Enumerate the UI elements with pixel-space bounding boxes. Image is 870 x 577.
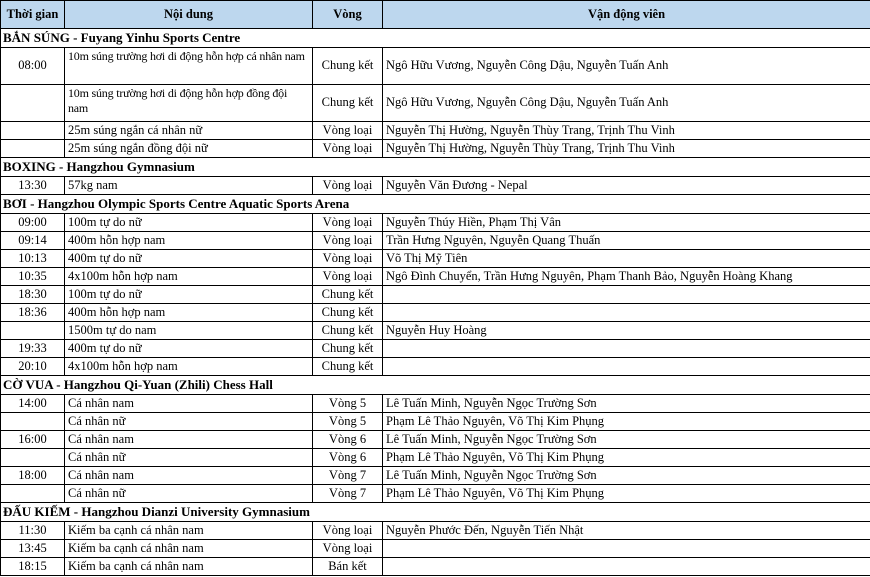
time-cell — [1, 140, 65, 158]
event-cell: 100m tự do nữ — [65, 286, 313, 304]
athletes-cell: Phạm Lê Thảo Nguyên, Võ Thị Kim Phụng — [383, 413, 870, 431]
athletes-cell — [383, 304, 870, 322]
schedule-row — [1, 358, 870, 376]
time-cell: 20:10 — [1, 358, 65, 376]
athletes-cell: Võ Thị Mỹ Tiên — [383, 250, 870, 268]
event-cell: 25m súng ngắn cá nhân nữ — [65, 122, 313, 140]
schedule-row — [1, 140, 870, 158]
time-cell — [1, 413, 65, 431]
time-cell: 16:00 — [1, 431, 65, 449]
schedule-row — [1, 449, 870, 467]
schedule-row — [1, 431, 870, 449]
athletes-cell: Lê Tuấn Minh, Nguyễn Ngọc Trường Sơn — [383, 467, 870, 485]
round-cell: Vòng 7 — [313, 467, 383, 485]
schedule-body — [1, 29, 870, 576]
schedule-row — [1, 540, 870, 558]
round-cell: Vòng loại — [313, 214, 383, 232]
athletes-cell: Nguyễn Thị Hường, Nguyễn Thùy Trang, Trịnh Thu Vinh — [383, 140, 870, 158]
athletes-cell: Nguyễn Thị Hường, Nguyễn Thùy Trang, Trịnh Thu Vinh — [383, 122, 870, 140]
round-cell: Chung kết — [313, 85, 383, 122]
event-cell: 400m hỗn hợp nam — [65, 304, 313, 322]
round-cell: Chung kết — [313, 358, 383, 376]
schedule-row — [1, 322, 870, 340]
time-cell — [1, 122, 65, 140]
event-cell: 400m hỗn hợp nam — [65, 232, 313, 250]
time-cell: 09:14 — [1, 232, 65, 250]
event-cell: Cá nhân nam — [65, 431, 313, 449]
athletes-cell — [383, 540, 870, 558]
event-cell: 1500m tự do nam — [65, 322, 313, 340]
round-cell: Vòng 6 — [313, 449, 383, 467]
schedule-row — [1, 268, 870, 286]
athletes-cell: Lê Tuấn Minh, Nguyễn Ngọc Trường Sơn — [383, 395, 870, 413]
event-cell: Cá nhân nam — [65, 467, 313, 485]
schedule-row — [1, 413, 870, 431]
athletes-cell: Nguyễn Văn Đương - Nepal — [383, 177, 870, 195]
athletes-cell: Nguyễn Huy Hoàng — [383, 322, 870, 340]
athletes-cell: Ngô Hữu Vương, Nguyễn Công Dậu, Nguyễn Tuấn Anh — [383, 48, 870, 85]
header-row — [1, 1, 870, 29]
section-title: BƠI - Hangzhou Olympic Sports Centre Aquatic Sports Arena — [1, 195, 870, 214]
athletes-cell: Ngô Đình Chuyển, Trần Hưng Nguyên, Phạm Thanh Bảo, Nguyễn Hoàng Khang — [383, 268, 870, 286]
time-cell: 13:30 — [1, 177, 65, 195]
schedule-row — [1, 177, 870, 195]
time-cell: 10:13 — [1, 250, 65, 268]
event-cell: 10m súng trường hơi di động hỗn hợp đồng đội nam — [65, 85, 313, 122]
event-cell: Kiếm ba cạnh cá nhân nam — [65, 540, 313, 558]
event-cell: 4x100m hỗn hợp nam — [65, 268, 313, 286]
event-cell: 400m tự do nữ — [65, 340, 313, 358]
schedule-row — [1, 85, 870, 122]
athletes-cell — [383, 286, 870, 304]
event-cell: Cá nhân nữ — [65, 413, 313, 431]
round-cell: Chung kết — [313, 304, 383, 322]
section-title: BOXING - Hangzhou Gymnasium — [1, 158, 870, 177]
athletes-cell: Nguyễn Thúy Hiền, Phạm Thị Vân — [383, 214, 870, 232]
schedule-row — [1, 467, 870, 485]
time-cell: 18:30 — [1, 286, 65, 304]
section-title: ĐẤU KIẾM - Hangzhou Dianzi University Gymnasium — [1, 503, 870, 522]
schedule-row — [1, 395, 870, 413]
event-cell: 100m tự do nữ — [65, 214, 313, 232]
time-cell: 11:30 — [1, 522, 65, 540]
schedule-row — [1, 522, 870, 540]
time-cell: 09:00 — [1, 214, 65, 232]
round-cell: Chung kết — [313, 48, 383, 85]
time-cell: 19:33 — [1, 340, 65, 358]
event-cell: Kiếm ba cạnh cá nhân nam — [65, 558, 313, 576]
round-cell: Vòng loại — [313, 122, 383, 140]
round-cell: Chung kết — [313, 340, 383, 358]
schedule-row — [1, 286, 870, 304]
athletes-cell: Phạm Lê Thảo Nguyên, Võ Thị Kim Phụng — [383, 449, 870, 467]
athletes-cell — [383, 358, 870, 376]
event-cell: 25m súng ngắn đồng đội nữ — [65, 140, 313, 158]
time-cell: 08:00 — [1, 48, 65, 85]
schedule-row — [1, 485, 870, 503]
col-header-athletes: Vận động viên — [383, 1, 870, 29]
schedule-row — [1, 250, 870, 268]
event-cell: Kiếm ba cạnh cá nhân nam — [65, 522, 313, 540]
athletes-cell: Lê Tuấn Minh, Nguyễn Ngọc Trường Sơn — [383, 431, 870, 449]
round-cell: Vòng loại — [313, 540, 383, 558]
time-cell: 10:35 — [1, 268, 65, 286]
event-cell: 400m tự do nữ — [65, 250, 313, 268]
time-cell — [1, 449, 65, 467]
section-header-row — [1, 195, 870, 214]
time-cell — [1, 322, 65, 340]
athletes-cell: Trần Hưng Nguyên, Nguyễn Quang Thuấn — [383, 232, 870, 250]
round-cell: Chung kết — [313, 322, 383, 340]
event-cell: 4x100m hỗn hợp nam — [65, 358, 313, 376]
round-cell: Vòng loại — [313, 232, 383, 250]
time-cell — [1, 485, 65, 503]
schedule-row — [1, 48, 870, 85]
round-cell: Vòng loại — [313, 522, 383, 540]
round-cell: Vòng loại — [313, 250, 383, 268]
schedule-row — [1, 122, 870, 140]
athletes-cell — [383, 340, 870, 358]
athletes-cell — [383, 558, 870, 576]
time-cell — [1, 85, 65, 122]
time-cell: 13:45 — [1, 540, 65, 558]
round-cell: Vòng 7 — [313, 485, 383, 503]
round-cell: Vòng loại — [313, 140, 383, 158]
schedule-row — [1, 340, 870, 358]
round-cell: Vòng loại — [313, 177, 383, 195]
schedule-row — [1, 214, 870, 232]
round-cell: Vòng 5 — [313, 395, 383, 413]
round-cell: Chung kết — [313, 286, 383, 304]
time-cell: 18:00 — [1, 467, 65, 485]
round-cell: Vòng 6 — [313, 431, 383, 449]
round-cell: Vòng 5 — [313, 413, 383, 431]
section-header-row — [1, 376, 870, 395]
time-cell: 18:36 — [1, 304, 65, 322]
schedule-row — [1, 304, 870, 322]
col-header-event: Nội dung — [65, 1, 313, 29]
schedule-row — [1, 558, 870, 576]
section-header-row — [1, 158, 870, 177]
event-cell: 10m súng trường hơi di động hỗn hợp cá nhân nam — [65, 48, 313, 85]
time-cell: 18:15 — [1, 558, 65, 576]
schedule-row — [1, 232, 870, 250]
section-header-row — [1, 503, 870, 522]
section-title: BẮN SÚNG - Fuyang Yinhu Sports Centre — [1, 29, 870, 48]
athletes-cell: Nguyễn Phước Đến, Nguyễn Tiến Nhật — [383, 522, 870, 540]
time-cell: 14:00 — [1, 395, 65, 413]
col-header-time: Thời gian — [1, 1, 65, 29]
round-cell: Bán kết — [313, 558, 383, 576]
athletes-cell: Ngô Hữu Vương, Nguyễn Công Dậu, Nguyễn Tuấn Anh — [383, 85, 870, 122]
section-title: CỜ VUA - Hangzhou Qi-Yuan (Zhili) Chess Hall — [1, 376, 870, 395]
athletes-cell: Phạm Lê Thảo Nguyên, Võ Thị Kim Phụng — [383, 485, 870, 503]
section-header-row — [1, 29, 870, 48]
col-header-round: Vòng — [313, 1, 383, 29]
event-cell: Cá nhân nữ — [65, 449, 313, 467]
event-cell: 57kg nam — [65, 177, 313, 195]
event-cell: Cá nhân nữ — [65, 485, 313, 503]
event-cell: Cá nhân nam — [65, 395, 313, 413]
round-cell: Vòng loại — [313, 268, 383, 286]
